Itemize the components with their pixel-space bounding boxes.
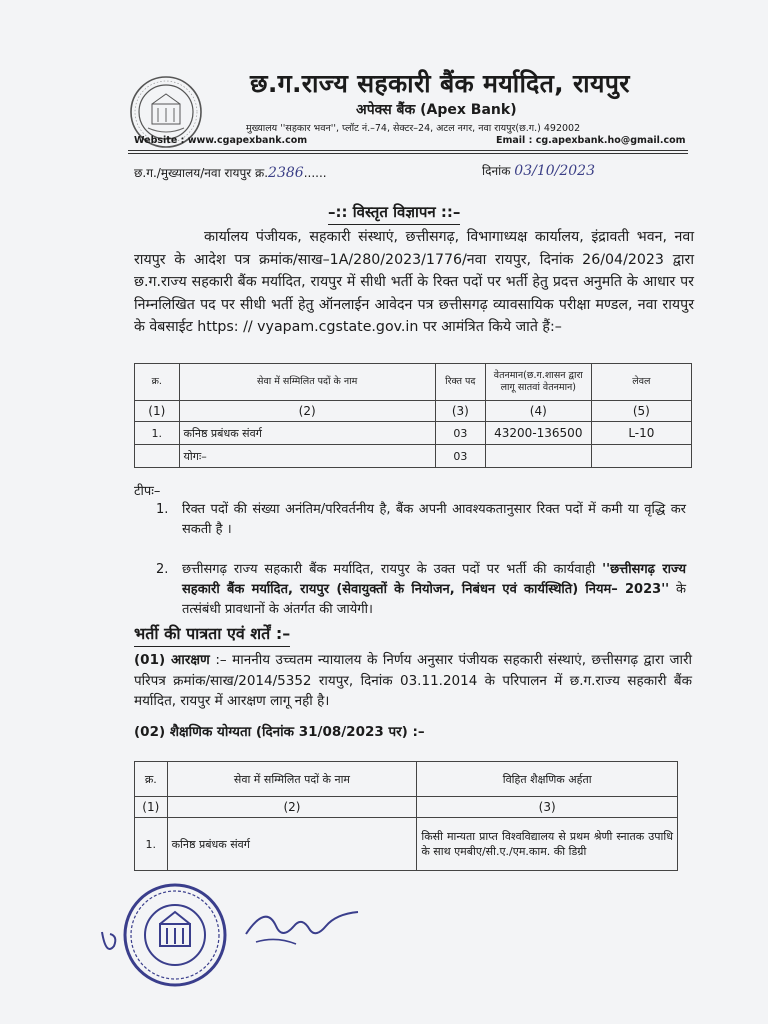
row-serial: 1. (135, 818, 168, 871)
table-row (135, 818, 678, 871)
row-qualification: किसी मान्यता प्राप्त विश्वविद्यालय से प्रथम श्रेणी स्नातक उपाधि के साथ एमबीए/सी.ए./एम.काम. की डिग्री (417, 818, 678, 871)
numbering-cell: (5) (591, 401, 691, 422)
header-cell: क्र. (135, 762, 168, 797)
reference-date (482, 162, 595, 179)
header-cell: सेवा में सम्मिलित पदों के नाम (179, 364, 435, 401)
header-cell: रिक्त पद (435, 364, 485, 401)
row-post-name: कनिष्ठ प्रबंधक संवर्ग (179, 422, 435, 445)
note-number: 1. (156, 502, 169, 517)
total-label: योगः– (179, 445, 435, 468)
header-cell: क्र. (135, 364, 180, 401)
reference-prefix: छ.ग./मुख्यालय/नवा रायपुर क्र. (134, 166, 269, 180)
note-item-2 (156, 560, 686, 620)
qualification-table (134, 761, 678, 871)
note-text-start: छत्तीसगढ़ राज्य सहकारी बैंक मर्यादित, रायपुर के उक्त पदों पर भर्ती की कार्यवाही (182, 562, 596, 577)
date-label: दिनांक (482, 164, 511, 178)
table-header-row (135, 762, 678, 797)
total-pay-scale (485, 445, 591, 468)
row-level: L-10 (591, 422, 691, 445)
note-rule-name: ''छत्तीसगढ़ राज्य सहकारी बैंक मर्यादित, रायपुर (सेवायुक्तों के नियोजन, निबंधन एवं कार्यस्थिति) नियम– 2023'' (182, 562, 686, 597)
header-cell: सेवा में सम्मिलित पदों के नाम (167, 762, 417, 797)
table-numbering-row (135, 797, 678, 818)
header-rule (128, 150, 688, 151)
note-text-end: के तत्संबंधी प्रावधानों के अंतर्गत की जायेगी। (182, 582, 686, 617)
header-cell: लेवल (591, 364, 691, 401)
notes-heading: टीपः– (134, 484, 161, 499)
numbering-cell: (2) (179, 401, 435, 422)
table-numbering-row (135, 401, 692, 422)
numbering-cell: (3) (417, 797, 678, 818)
date-handwritten: 03/10/2023 (514, 163, 595, 179)
header-cell: विहित शैक्षणिक अर्हता (417, 762, 678, 797)
bank-website: Website : www.cgapexbank.com (134, 135, 308, 146)
numbering-cell: (2) (167, 797, 417, 818)
numbering-cell: (1) (135, 401, 180, 422)
reservation-paragraph (134, 650, 692, 712)
bank-address: मुख्यालय ''सहकार भवन'', प्लॉट नं.–74, सेक्टर–24, अटल नगर, नवा रायपुर(छ.ग.) 492002 (246, 123, 581, 134)
row-vacancies: 03 (435, 422, 485, 445)
total-vacancies: 03 (435, 445, 485, 468)
numbering-cell: (1) (135, 797, 168, 818)
intro-text: कार्यालय पंजीयक, सहकारी संस्थाएं, छत्तीसगढ़, विभागाध्यक्ष कार्यालय, इंद्रावती भवन, नवा रायपुर के आदेश पत्र क्रमांक/साख–1A/280/2023/1776/नवा रायपुर, दिनांक 26/04/2023 द्वारा छ.ग.राज्य सहकारी बैंक मर्यादित, रायपुर में सीधी भर्ती के रिक्त पदों पर भर्ती हेतु प्रदत्त अनुमति के आधार पर निम्नलिखित पद पर सीधी भर्ती हेतु ऑनलाईन आवेदन पत्र छत्तीसगढ़ व्यावसायिक परीक्षा मण्डल, नवा रायपुर के वेबसाईट https: // vyapam.cgstate.gov.in पर आमंत्रित किये जाते हैं:– (134, 229, 694, 336)
vacancy-table (134, 363, 692, 468)
row-pay-scale: 43200-136500 (485, 422, 591, 445)
table-row (135, 422, 692, 445)
header-rule-double (128, 153, 688, 154)
row-post-name: कनिष्ठ प्रबंधक संवर्ग (167, 818, 417, 871)
intro-paragraph (134, 226, 694, 339)
bank-email: Email : cg.apexbank.ho@gmail.com (496, 135, 686, 146)
note-text: रिक्त पदों की संख्या अनंतिम/परिवर्तनीय है, बैंक अपनी आवश्यकतानुसार रिक्त पदों में कमी या वृद्धि कर सकती है । (182, 502, 686, 537)
note-item-1 (156, 500, 686, 540)
table-header-row (135, 364, 692, 401)
reference-handwritten-number: 2386 (268, 165, 304, 181)
officer-signature (96, 896, 396, 966)
bank-title: छ.ग.राज्य सहकारी बैंक मर्यादित, रायपुर (250, 69, 630, 98)
reservation-text: :– माननीय उच्चतम न्यायालय के निर्णय अनुसार पंजीयक सहकारी संस्थाएं, छत्तीसगढ़ द्वारा जारी परिपत्र क्रमांक/साख/2014/5352 रायपुर, दिनांक 03.11.2014 के परिपालन में छ.ग.राज्य सहकारी बैंक मर्यादित, रायपुर में आरक्षण लागू नही है। (134, 652, 692, 709)
row-serial: 1. (135, 422, 180, 445)
qualification-heading: (02) शैक्षणिक योग्यता (दिनांक 31/08/2023 पर) :– (134, 724, 425, 740)
numbering-cell: (3) (435, 401, 485, 422)
note-number: 2. (156, 562, 169, 577)
total-level (591, 445, 691, 468)
eligibility-heading: भर्ती की पात्रता एवं शर्तें :– (134, 624, 291, 643)
numbering-cell: (4) (485, 401, 591, 422)
table-total-row (135, 445, 692, 468)
header-cell: वेतनमान(छ.ग.शासन द्वारा लागू सातवां वेतनमान) (485, 364, 591, 401)
reference-number (134, 164, 327, 181)
reservation-label: (01) आरक्षण (134, 652, 210, 668)
advertisement-title: –:: विस्तृत विज्ञापन ::– (328, 203, 461, 221)
bank-subtitle: अपेक्स बैंक (Apex Bank) (356, 102, 517, 118)
total-serial (135, 445, 180, 468)
reference-dots: ...... (303, 166, 327, 180)
note-text (182, 560, 686, 620)
